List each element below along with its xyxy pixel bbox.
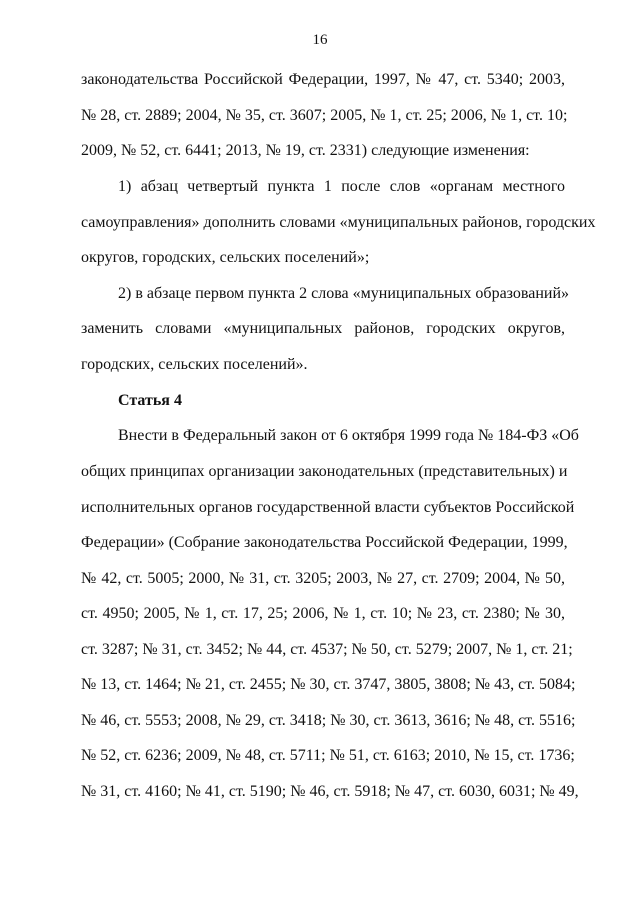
text-line: Федерации» (Собрание законодательства Российской Федерации, 1999, [81,534,568,551]
text-line: самоуправления» дополнить словами «муниципальных районов, городских [81,214,596,231]
text-line: № 46, ст. 5553; 2008, № 29, ст. 3418; № 30, ст. 3613, 3616; № 48, ст. 5516; [81,712,576,729]
text-line: № 52, ст. 6236; 2009, № 48, ст. 5711; № 51, ст. 6163; 2010, № 15, ст. 1736; [81,747,575,764]
text-line: исполнительных органов государственной власти субъектов Российской [81,499,575,516]
text-line: № 28, ст. 2889; 2004, № 35, ст. 3607; 2005, № 1, ст. 25; 2006, № 1, ст. 10; [81,107,568,124]
text-line: 1) абзац четвертый пункта 1 после слов «органам местного [118,178,565,195]
text-line: законодательства Российской Федерации, 1997, № 47, ст. 5340; 2003, [81,71,565,88]
text-line: № 31, ст. 4160; № 41, ст. 5190; № 46, ст. 5918; № 47, ст. 6030, 6031; № 49, [81,783,579,800]
text-line: заменить словами «муниципальных районов, городских округов, [81,320,565,337]
text-line: ст. 4950; 2005, № 1, ст. 17, 25; 2006, № 1, ст. 10; № 23, ст. 2380; № 30, [81,605,565,622]
text-line: № 13, ст. 1464; № 21, ст. 2455; № 30, ст. 3747, 3805, 3808; № 43, ст. 5084; [81,676,576,693]
article-heading: Статья 4 [118,392,182,409]
text-line: № 42, ст. 5005; 2000, № 31, ст. 3205; 2003, № 27, ст. 2709; 2004, № 50, [81,570,565,587]
text-line: 2) в абзаце первом пункта 2 слова «муниципальных образований» [118,285,570,302]
page-number: 16 [312,32,328,48]
text-line: городских, сельских поселений». [81,356,308,373]
text-line: Внести в Федеральный закон от 6 октября 1999 года № 184-ФЗ «Об [118,427,579,444]
text-line: округов, городских, сельских поселений»; [81,249,370,266]
text-line: 2009, № 52, ст. 6441; 2013, № 19, ст. 2331) следующие изменения: [81,142,530,159]
text-line: ст. 3287; № 31, ст. 3452; № 44, ст. 4537; № 50, ст. 5279; 2007, № 1, ст. 21; [81,641,573,658]
text-line: общих принципах организации законодательных (представительных) и [81,463,568,480]
